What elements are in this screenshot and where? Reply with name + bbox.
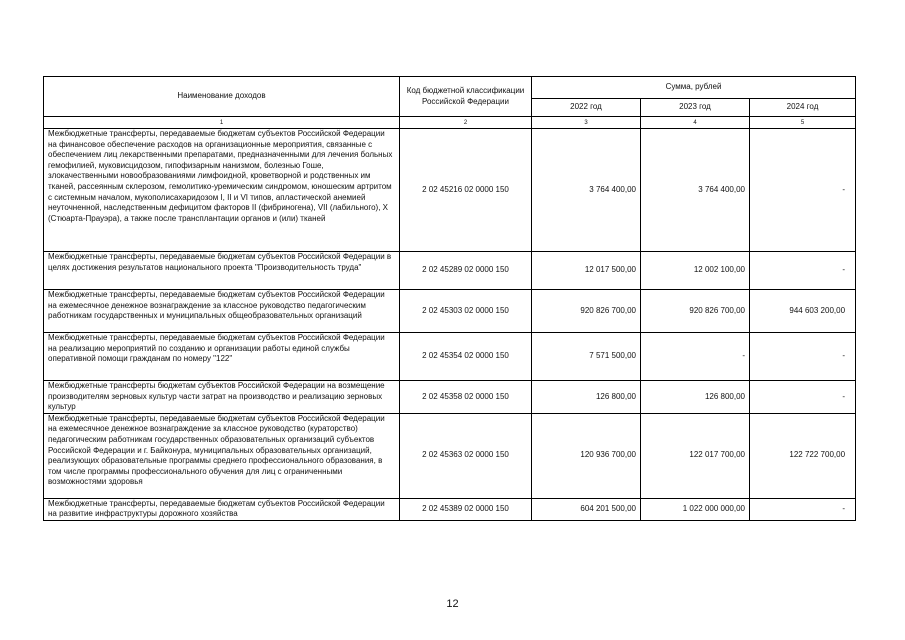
amount-2024: - bbox=[750, 381, 856, 414]
header-year-2024: 2024 год bbox=[750, 99, 856, 117]
table-row bbox=[44, 498, 856, 520]
table-row bbox=[44, 129, 856, 252]
amount-2022: 12 017 500,00 bbox=[532, 252, 641, 290]
table-row bbox=[44, 381, 856, 414]
budget-code: 2 02 45289 02 0000 150 bbox=[400, 252, 532, 290]
column-number: 2 bbox=[400, 117, 532, 129]
amount-2023: 126 800,00 bbox=[641, 381, 750, 414]
amount-2024: 944 603 200,00 bbox=[750, 290, 856, 333]
header-code: Код бюджетной классификации Российской Федерации bbox=[400, 77, 532, 117]
budget-code: 2 02 45358 02 0000 150 bbox=[400, 381, 532, 414]
budget-code: 2 02 45216 02 0000 150 bbox=[400, 129, 532, 252]
revenue-name: Межбюджетные трансферты, передаваемые бюджетам субъектов Российской Федерации на ежемесячное денежное вознаграждение за классное руководство (кураторство) педагогическим работникам государственных образовательных организаций субъектов Российской Федерации и г. Байконура, муниципальных образовательных организаций, реализующих образовательные программы среднего профессионального образования, в том числе программы профессионального обучения для лиц с ограниченными возможностями здоровья bbox=[44, 413, 400, 498]
revenue-name: Межбюджетные трансферты, передаваемые бюджетам субъектов Российской Федерации в целях достижения результатов национального проекта "Производительность труда" bbox=[44, 252, 400, 290]
amount-2024: 122 722 700,00 bbox=[750, 413, 856, 498]
column-number: 1 bbox=[44, 117, 400, 129]
table-row bbox=[44, 252, 856, 290]
table-row bbox=[44, 413, 856, 498]
revenue-name: Межбюджетные трансферты, передаваемые бюджетам субъектов Российской Федерации на ежемесячное денежное вознаграждение за классное руководство педагогическим работникам государственных и муниципальных общеобразовательных организаций bbox=[44, 290, 400, 333]
table-row bbox=[44, 290, 856, 333]
amount-2023: 1 022 000 000,00 bbox=[641, 498, 750, 520]
budget-code: 2 02 45389 02 0000 150 bbox=[400, 498, 532, 520]
table-header-row bbox=[44, 77, 856, 99]
amount-2023: 12 002 100,00 bbox=[641, 252, 750, 290]
amount-2023: - bbox=[641, 333, 750, 381]
amount-2024: - bbox=[750, 252, 856, 290]
page-number: 12 bbox=[446, 598, 459, 610]
revenue-name: Межбюджетные трансферты, передаваемые бюджетам субъектов Российской Федерации на финансовое обеспечение расходов на организационные мероприятия, связанные с обеспечением лиц лекарственными препаратами, предназначенными для лечения больных гемофилией, муковисцидозом, гипофизарным нанизмом, болезнью Гоше, злокачественными новообразованиями лимфоидной, кроветворной и родственных им тканей, рассеянным склерозом, гемолитико-уремическим синдромом, юношеским артритом с системным началом, мукополисахаридозом I, II и VI типов, апластической анемией неуточненной, наследственным дефицитом факторов II (фибриногена), VII (лабильного), X (Стюарта-Прауэра), а также после трансплантации органов и (или) тканей bbox=[44, 129, 400, 252]
amount-2023: 920 826 700,00 bbox=[641, 290, 750, 333]
budget-code: 2 02 45354 02 0000 150 bbox=[400, 333, 532, 381]
amount-2022: 920 826 700,00 bbox=[532, 290, 641, 333]
column-number: 4 bbox=[641, 117, 750, 129]
amount-2023: 122 017 700,00 bbox=[641, 413, 750, 498]
column-number: 5 bbox=[750, 117, 856, 129]
amount-2024: - bbox=[750, 129, 856, 252]
revenue-name: Межбюджетные трансферты, передаваемые бюджетам субъектов Российской Федерации на реализацию мероприятий по созданию и организации работы единой службы оперативной помощи гражданам по номеру "122" bbox=[44, 333, 400, 381]
header-year-2022: 2022 год bbox=[532, 99, 641, 117]
budget-code: 2 02 45363 02 0000 150 bbox=[400, 413, 532, 498]
header-year-2023: 2023 год bbox=[641, 99, 750, 117]
revenue-name: Межбюджетные трансферты, передаваемые бюджетам субъектов Российской Федерации на развитие инфраструктуры дорожного хозяйства bbox=[44, 498, 400, 520]
table-row bbox=[44, 333, 856, 381]
amount-2022: 7 571 500,00 bbox=[532, 333, 641, 381]
amount-2022: 604 201 500,00 bbox=[532, 498, 641, 520]
revenue-name: Межбюджетные трансферты бюджетам субъектов Российской Федерации на возмещение производителям зерновых культур части затрат на производство и реализацию зерновых культур bbox=[44, 381, 400, 414]
amount-2023: 3 764 400,00 bbox=[641, 129, 750, 252]
header-sum: Сумма, рублей bbox=[532, 77, 856, 99]
amount-2024: - bbox=[750, 333, 856, 381]
budget-code: 2 02 45303 02 0000 150 bbox=[400, 290, 532, 333]
revenue-table bbox=[43, 76, 856, 521]
column-number: 3 bbox=[532, 117, 641, 129]
column-numbers-row bbox=[44, 117, 856, 129]
amount-2022: 3 764 400,00 bbox=[532, 129, 641, 252]
header-name: Наименование доходов bbox=[44, 77, 400, 117]
amount-2022: 126 800,00 bbox=[532, 381, 641, 414]
amount-2024: - bbox=[750, 498, 856, 520]
amount-2022: 120 936 700,00 bbox=[532, 413, 641, 498]
